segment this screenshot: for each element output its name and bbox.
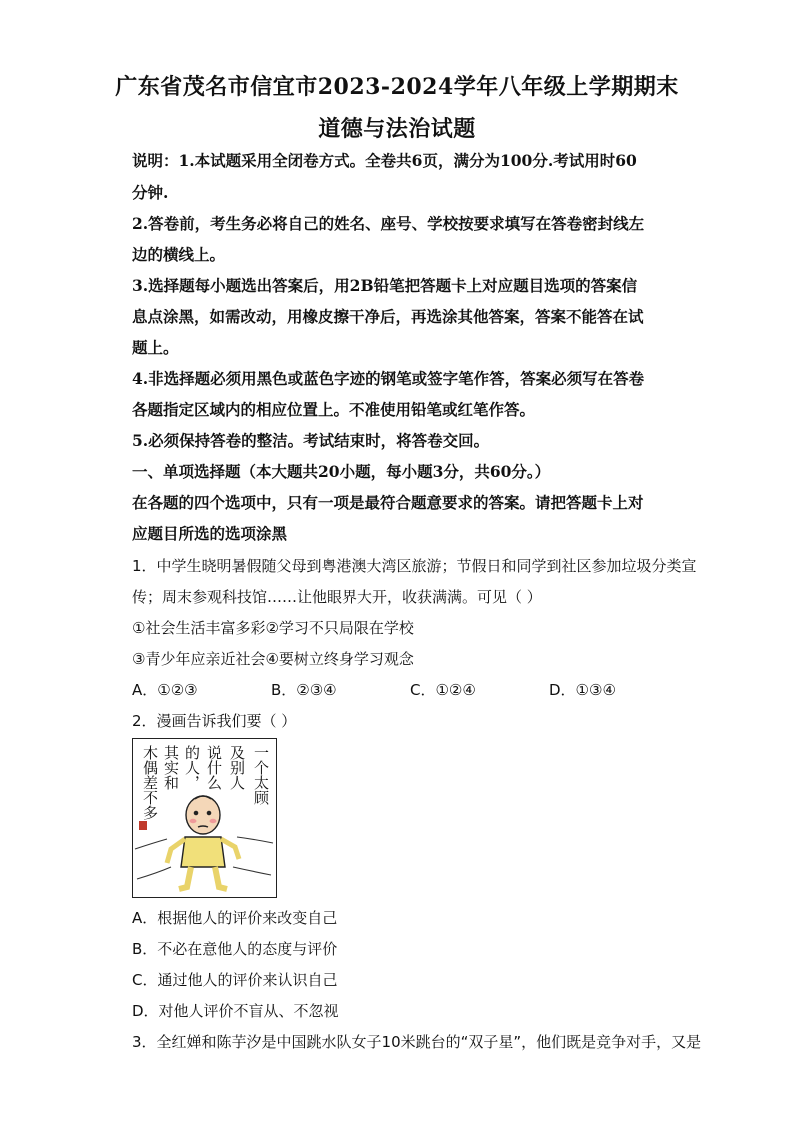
- puppet-figure-icon: [167, 796, 239, 889]
- question-1-option-d[interactable]: D．①③④: [549, 681, 616, 699]
- question-2-option-b[interactable]: B．不必在意他人的态度与评价: [132, 940, 338, 958]
- instruction-line: 5.必须保持答卷的整洁。考试结束时，将答卷交回。: [132, 431, 490, 450]
- exam-title-line1: 广东省茂名市信宜市2023-2024学年八年级上学期期末: [115, 74, 679, 100]
- instruction-line: 说明：1.本试题采用全闭卷方式。全卷共6页，满分为100分.考试用时60: [132, 151, 637, 170]
- question-2-option-a[interactable]: A．根据他人的评价来改变自己: [132, 909, 338, 927]
- puppet-cartoon-image: [132, 738, 277, 898]
- instruction-line: 分钟.: [132, 183, 169, 202]
- section-description: 应题目所选的选项涂黑: [132, 524, 288, 543]
- question-1-option-b[interactable]: B．②③④: [271, 681, 337, 699]
- instruction-line: 3.选择题每小题选出答案后，用2B铅笔把答题卡上对应题目选项的答案信: [132, 276, 638, 295]
- question-2-option-c[interactable]: C．通过他人的评价来认识自己: [132, 971, 338, 989]
- cartoon-caption-col5: 其实和: [162, 745, 180, 790]
- instruction-line: 题上。: [132, 338, 179, 357]
- instruction-line: 边的横线上。: [132, 245, 226, 264]
- question-2-stem: 2．漫画告诉我们要（ ）: [132, 712, 297, 730]
- cartoon-caption-col6: 木偶差不多: [141, 745, 159, 820]
- question-1-items: ③青少年应亲近社会④要树立终身学习观念: [132, 650, 414, 668]
- instruction-line: 2.答卷前，考生务必将自己的姓名、座号、学校按要求填写在答卷密封线左: [132, 214, 645, 233]
- question-1-stem: 1．中学生晓明暑假随父母到粤港澳大湾区旅游；节假日和同学到社区参加垃圾分类宣: [132, 557, 697, 575]
- cartoon-caption-col1: 一个太顾: [252, 745, 270, 805]
- exam-title-line2: 道德与法治试题: [318, 116, 476, 142]
- question-3-stem: 3．全红婵和陈芋汐是中国跳水队女子10米跳台的“双子星”，他们既是竞争对手，又是: [132, 1033, 702, 1051]
- red-seal-icon: [139, 821, 147, 830]
- question-1-option-c[interactable]: C．①②④: [410, 681, 476, 699]
- instruction-line: 各题指定区域内的相应位置上。不准使用铅笔或红笔作答。: [132, 400, 536, 419]
- section-heading: 一、单项选择题（本大题共20小题，每小题3分，共60分。）: [132, 462, 551, 481]
- instruction-line: 4.非选择题必须用黑色或蓝色字迹的钢笔或签字笔作答，答案必须写在答卷: [132, 369, 645, 388]
- instruction-line: 息点涂黑，如需改动，用橡皮擦干净后，再选涂其他答案，答案不能答在试: [132, 307, 644, 326]
- question-1-items: ①社会生活丰富多彩②学习不只局限在学校: [132, 619, 414, 637]
- section-description: 在各题的四个选项中，只有一项是最符合题意要求的答案。请把答题卡上对: [132, 493, 644, 512]
- question-1-stem: 传；周末参观科技馆……让他眼界大开，收获满满。可见（ ）: [132, 588, 542, 606]
- question-2-option-d[interactable]: D．对他人评价不盲从、不忽视: [132, 1002, 339, 1020]
- cartoon-caption-col3: 说什么: [205, 745, 223, 790]
- cartoon-caption-col4: 的人，: [183, 745, 201, 790]
- cartoon-caption-col2: 及别人: [228, 745, 246, 790]
- question-1-option-a[interactable]: A．①②③: [132, 681, 198, 699]
